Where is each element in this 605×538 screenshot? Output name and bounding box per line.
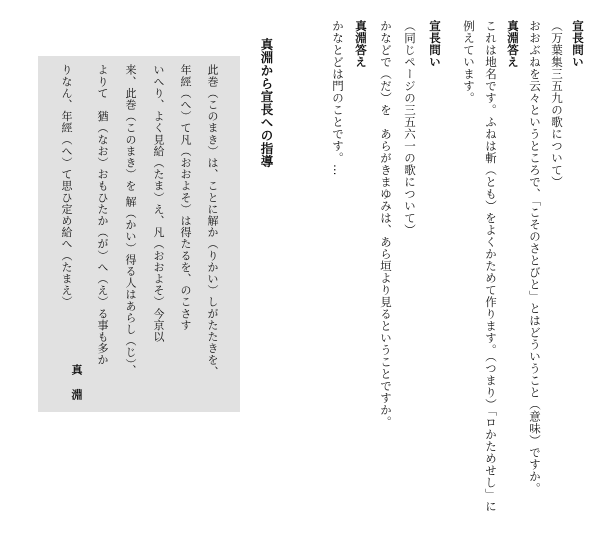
dialogue-line-7: 宣長問い <box>428 20 442 68</box>
dialogue-line-2: （万葉集三五九の歌について） <box>550 20 564 188</box>
letter-line-2: 年經（へ）て凡（おおよそ）は得たるを、のこさす <box>179 64 192 331</box>
section-title: 真淵から宣長への指導 <box>259 38 274 168</box>
dialogue-line-6: 例えています。 <box>462 20 476 104</box>
dialogue-line-8: （同じページの三五六一の歌について） <box>403 20 417 236</box>
dialogue-line-3: おおぶねを云々というところで、「こそのさとびと」とはどういうこと（意味）ですか。 <box>528 20 542 495</box>
letter-line-4: 来、此巻（このまき）を 解（かい）得る人はあらし（じ）、 <box>124 64 137 376</box>
dialogue-line-11: かなとどは門のことです。… <box>331 20 345 176</box>
dialogue-line-9: かなどで（だ）を あらがきまゆみは、あら垣より見るということですか。 <box>379 20 393 428</box>
letter-line-3: いへり、よく見給（たま）え、凡（おおよそ）今京以 <box>152 64 165 343</box>
dialogue-line-4: 真淵答え <box>506 20 520 68</box>
letter-line-1: 此巻（このまき）は、ことに解か（りかい）しがたたきを、 <box>206 64 219 378</box>
letter-line-6: りなん、年經（へ）て思ひ定め給へ（たまえ） <box>60 64 73 308</box>
letter-signature: 真淵 <box>70 364 83 414</box>
letter-box <box>38 56 240 412</box>
dialogue-line-1: 宣長問い <box>571 20 585 68</box>
letter-line-5: よりて 猶（なお）おもひたか（が）へ（え）る事も多か <box>96 64 109 366</box>
dialogue-line-10: 真淵答え <box>354 20 368 68</box>
dialogue-line-5: これは地名です。ふねは斬（とも）をよくかためて作ります。（つまり）「ロかためせし」に <box>484 20 498 513</box>
